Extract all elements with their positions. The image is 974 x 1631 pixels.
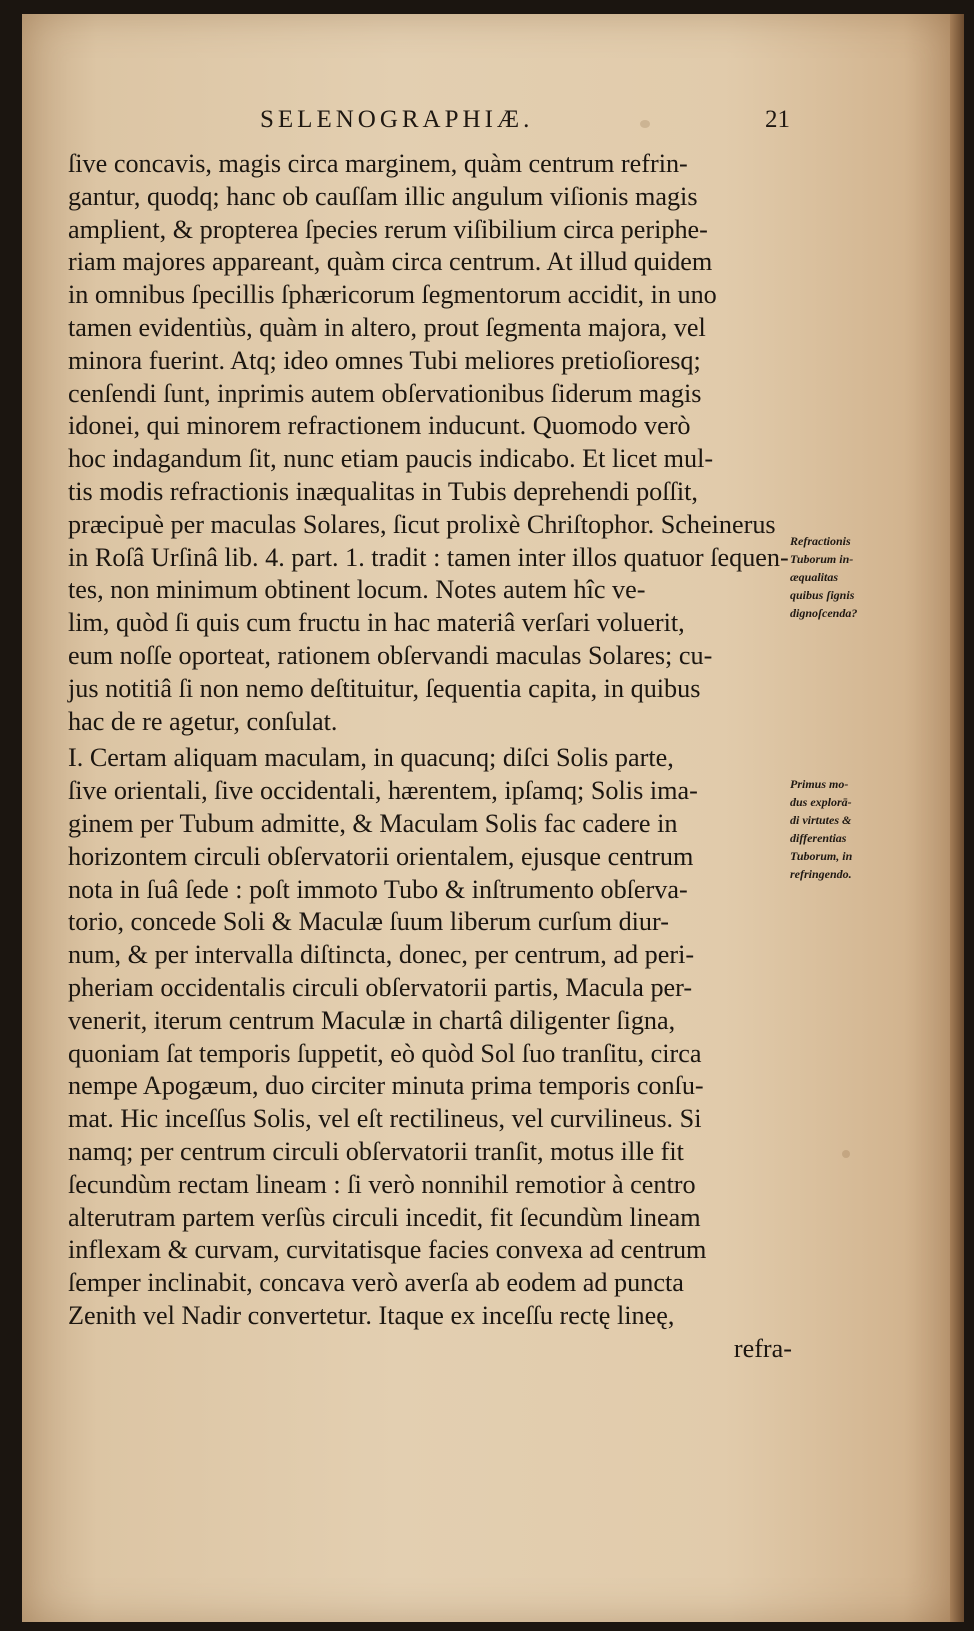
text-line: ſemper inclinabit, concava verò averſa ab eodem ad puncta [68, 1268, 684, 1298]
page-number: 21 [765, 106, 790, 133]
body-text [68, 148, 792, 1365]
running-title: SELENOGRAPHIÆ. [260, 106, 534, 133]
text-line: ſecundùm rectam lineam : ſi verò nonnihil remotior à centro [68, 1169, 696, 1199]
margin-note-line: differentias [790, 831, 847, 845]
paper-edge [950, 14, 964, 1622]
text-line: amplient, & propterea ſpecies rerum viſibilium circa periphe- [68, 214, 708, 244]
margin-note-line: Refractionis [790, 534, 851, 548]
text-line: lim, quòd ſi quis cum fructu in hac materiâ verſari voluerit, [68, 608, 685, 638]
text-line: tis modis refractionis inæqualitas in Tubis deprehendi poſſit, [68, 476, 698, 506]
margin-note-refraction [790, 532, 857, 622]
text-line: nota in ſuâ ſede : poſt immoto Tubo & inſtrumento obſerva- [68, 874, 688, 904]
text-line: hoc indagandum ſit, nunc etiam paucis indicabo. Et licet mul- [68, 444, 714, 474]
text-line: alterutram partem verſùs circuli incedit, fit ſecundùm lineam [68, 1202, 701, 1232]
text-line: tamen evidentiùs, quàm in altero, prout ſegmenta majora, vel [68, 312, 706, 342]
margin-note-line: Tuborum in- [790, 552, 854, 566]
text-line: mat. Hic inceſſus Solis, vel eſt rectilineus, vel curvilineus. Si [68, 1104, 702, 1134]
catchword: refra- [733, 1333, 792, 1363]
margin-note-line: di virtutes & [790, 813, 852, 827]
margin-note-line: quibus ſignis [790, 588, 855, 602]
text-line: hac de re agetur, conſulat. [68, 706, 338, 736]
margin-note-line: Tuborum, in [790, 849, 853, 863]
text-line: num, & per intervalla diſtincta, donec, per centrum, ad peri- [68, 940, 695, 970]
text-line: quoniam ſat temporis ſuppetit, eò quòd Sol ſuo tranſitu, circa [68, 1038, 702, 1068]
text-line: præcipuè per maculas Solares, ſicut prolixè Chriſtophor. Scheinerus [68, 509, 776, 539]
text-line: ſive concavis, magis circa marginem, quàm centrum refrin- [68, 149, 688, 178]
margin-note-first-method [790, 775, 852, 883]
margin-note-line: dignoſcenda? [790, 606, 858, 620]
text-line: inflexam & curvam, curvitatisque facies convexa ad centrum [68, 1235, 707, 1265]
margin-note-line: refringendo. [790, 867, 852, 881]
text-line: in Roſâ Urſinâ lib. 4. part. 1. tradit : tamen inter illos quatuor ſequen- [68, 542, 789, 572]
margin-note-line: dus explorā- [790, 795, 852, 809]
text-line: ginem per Tubum admitte, & Maculam Solis fac cadere in [68, 808, 678, 838]
text-line: I. Certam aliquam maculam, in quacunq; diſci Solis parte, [68, 743, 674, 773]
text-line: gantur, quodq; hanc ob cauſſam illic angulum viſionis magis [68, 181, 698, 211]
text-line: ſive orientali, ſive occidentali, hærentem, ipſamq; Solis ima- [68, 776, 698, 806]
text-line: horizontem circuli obſervatorii orientalem, ejusque centrum [68, 841, 694, 871]
text-line: cenſendi ſunt, inprimis autem obſervationibus ſiderum magis [68, 378, 702, 408]
text-line: Zenith vel Nadir convertetur. Itaque ex inceſſu rectę lineę, [68, 1300, 675, 1330]
text-line: namq; per centrum circuli obſervatorii tranſit, motus ille fit [68, 1136, 684, 1166]
text-line: nempe Apogæum, duo circiter minuta prima temporis conſu- [68, 1071, 704, 1101]
margin-note-line: æqualitas [790, 570, 839, 584]
text-line: in omnibus ſpecillis ſphæricorum ſegmentorum accidit, in uno [68, 280, 717, 310]
foxing-spot [842, 1150, 850, 1158]
text-line: pheriam occidentalis circuli obſervatorii partis, Macula per- [68, 972, 693, 1002]
page-header [70, 106, 790, 140]
text-line: jus notitiâ ſi non nemo deſtituitur, ſequentia capita, in quibus [68, 673, 701, 703]
text-line: torio, concede Soli & Maculæ ſuum liberum curſum diur- [68, 907, 669, 937]
text-line: venerit, iterum centrum Maculæ in chartâ diligenter ſigna, [68, 1005, 676, 1035]
text-line: idonei, qui minorem refractionem inducunt. Quomodo verò [68, 411, 691, 441]
text-line: riam majores appareant, quàm circa centrum. At illud quidem [68, 247, 713, 277]
text-line: minora fuerint. Atq; ideo omnes Tubi meliores pretioſioresq; [68, 345, 701, 375]
text-line: eum noſſe oporteat, rationem obſervandi maculas Solares; cu- [68, 640, 713, 670]
margin-note-line: Primus mo- [790, 777, 849, 791]
text-line: tes, non minimum obtinent locum. Notes autem hîc ve- [68, 575, 646, 605]
